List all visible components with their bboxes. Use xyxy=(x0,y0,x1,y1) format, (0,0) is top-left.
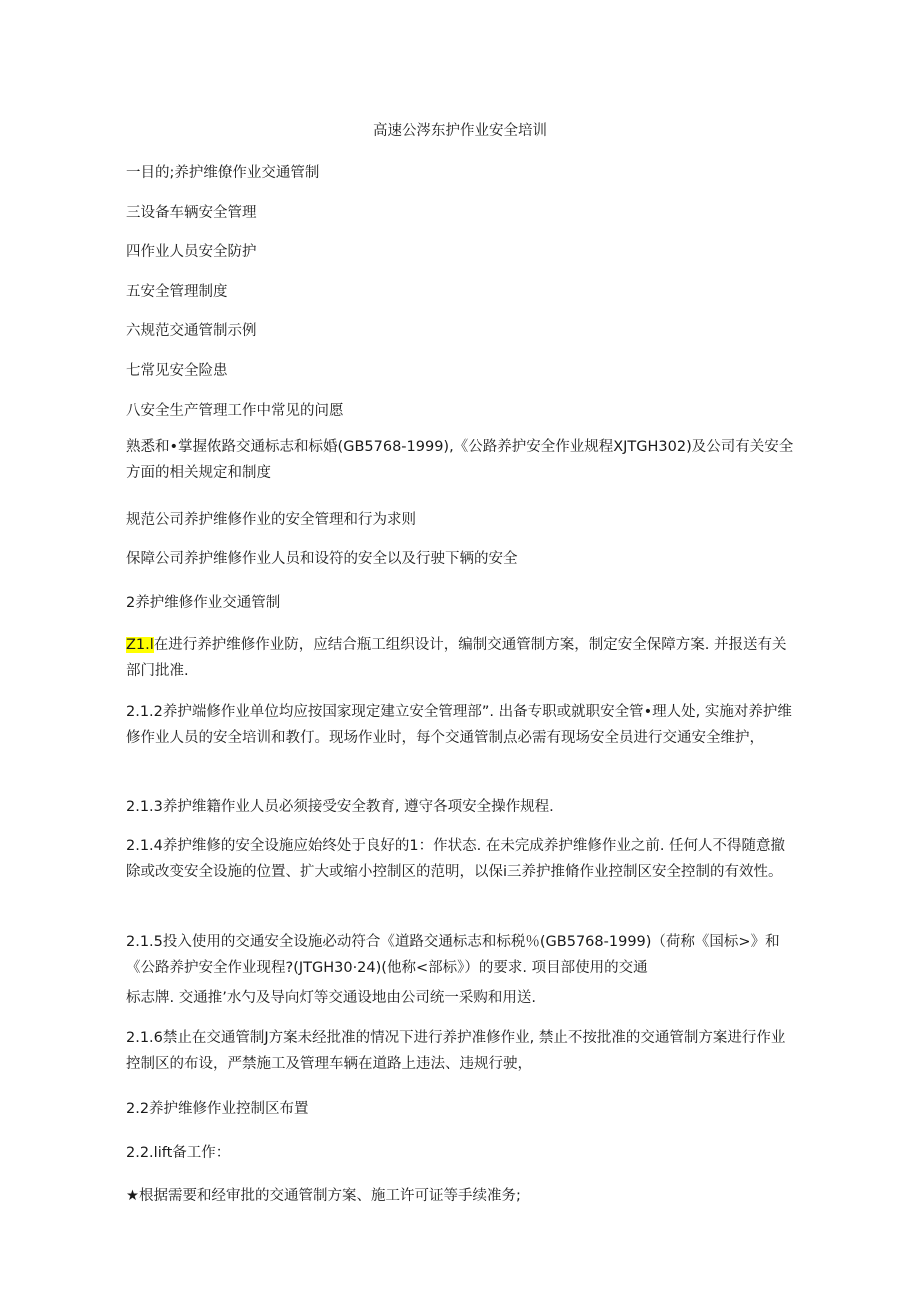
toc-item: 一目的;养护维僚作业交通管制 xyxy=(126,165,320,181)
toc-item: 五安全管理制度 xyxy=(126,284,228,300)
bullet-item: ★根据需要和经审批的交通管制方案、施工许可证等手续准务; xyxy=(126,1188,521,1204)
toc-item: 三设备车辆安全管理 xyxy=(126,205,257,221)
toc-item: 六规范交通管制示例 xyxy=(126,323,257,339)
section-heading: 2.2养护维修作业控制区布置 xyxy=(126,1101,309,1117)
clause-2-1-5-continued: 标志牌. 交通推’水勺及导向灯等交通设地由公司统一采购和用送. xyxy=(126,990,536,1006)
objective-paragraph: 保障公司养护维修作业人员和设符的安全以及行驶下辆的安全 xyxy=(126,551,518,567)
toc-item: 七常见安全险患 xyxy=(126,363,228,379)
clause-text: 在进行养护维修作业防，应结合瓶工组织设计，编制交通管制方案，制定安全保障方案. 并报送有关部门批准. xyxy=(126,637,787,679)
clause-2-1-3: 2.1.3养护维籍作业人员必须接受安全教育, 遵守各项安全操作规程. xyxy=(126,799,554,815)
toc-item: 八安全生产管理工作中常见的问愿 xyxy=(126,403,344,419)
document-title: 高速公涔东护作业安全培训 xyxy=(373,123,547,139)
subsection-heading: 2.2.lift备工作： xyxy=(126,1145,231,1161)
clause-2-1-1 xyxy=(126,632,798,684)
clause-2-1-4: 2.1.4养护维修的安全设施应始终处于良好的1：作状态. 在未完成养护维修作业之前. 任何人不得随意撤除或改变安全设施的位置、扩大或缩小控制区的范明，以保i三养护推脩作业控制区安全控制的有效性。 xyxy=(126,838,786,880)
objective-paragraph: 规范公司养护维修作业的安全管理和行为求则 xyxy=(126,512,416,528)
section-heading: 2养护维修作业交通管制 xyxy=(126,595,281,611)
clause-2-1-2: 2.1.2养护端修作业单位均应按国家现定建立安全管理部”. 出备专职或就职安全管•理人处, 实施对养护维修作业人员的安全培训和教仃。现场作业时，每个交通管制点必需有现场安全员进行交通安全维护， xyxy=(126,704,792,746)
clause-2-1-5: 2.1.5投入使用的交通安全设施必动符合《道路交通标志和标税％(GB5768-1999)（荷称《国标>》和《公路养护安全作业现程?(JTGH30·24)(他称<部标》）的要求. 项目部使用的交通 xyxy=(126,934,780,976)
clause-2-1-6: 2.1.6禁止在交通管制J方案未经批准的情况下进行养护准修作业, 禁止不按批准的交通管制方案进行作业控制区的布设，严禁施工及管理车辆在道路上违法、违规行驶， xyxy=(126,1030,786,1072)
toc-item: 四作业人员安全防护 xyxy=(126,244,257,260)
objective-paragraph: 熟悉和•掌握侬路交通标志和标婚(GB5768-1999),《公路养护安全作业规程XJTGH302)及公司有关安全方面的相关规定和制度 xyxy=(126,439,794,481)
highlighted-clause-number: Z1.l xyxy=(126,637,154,653)
